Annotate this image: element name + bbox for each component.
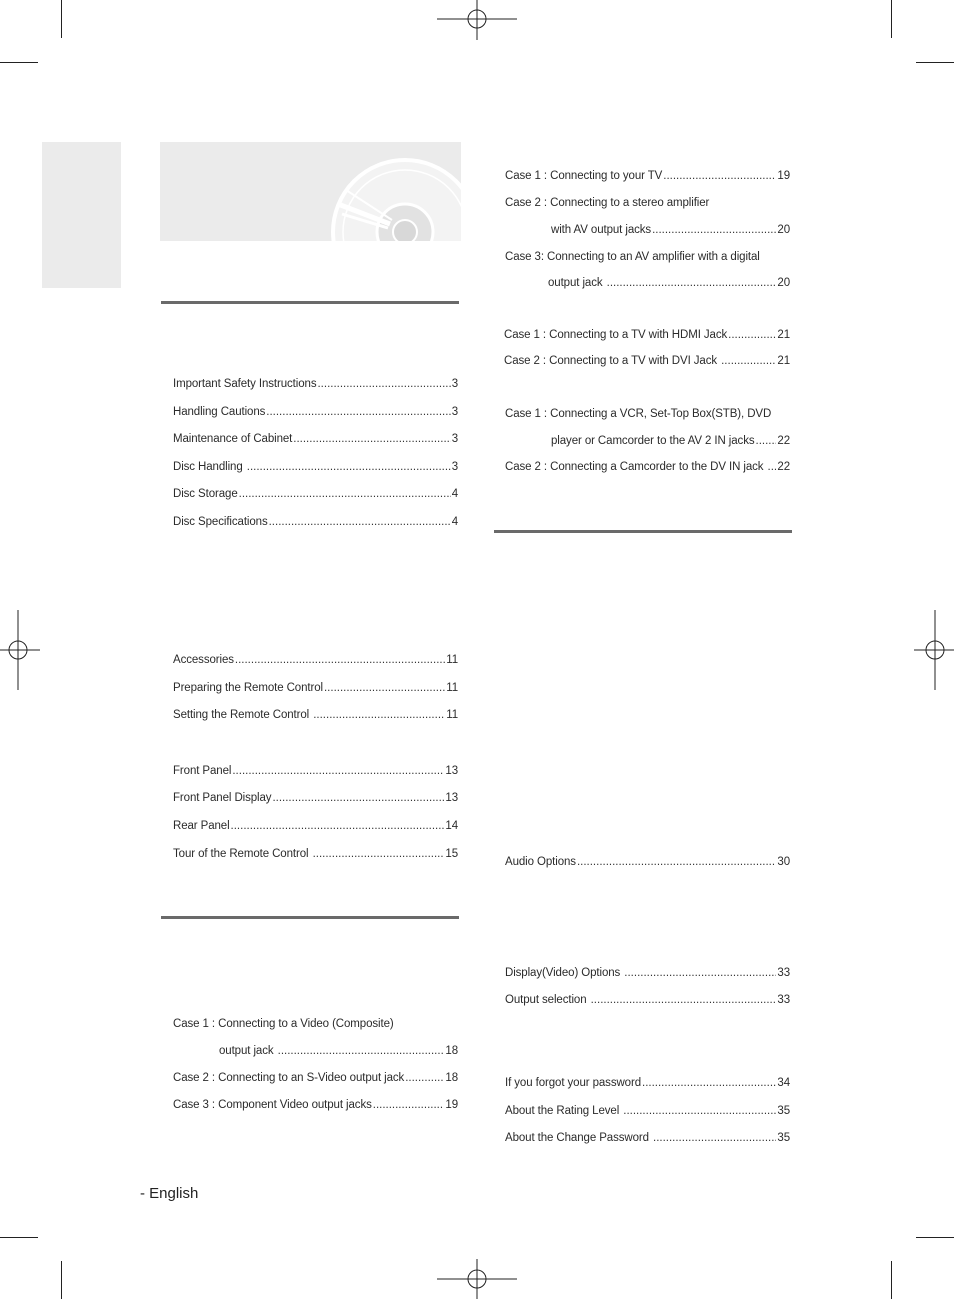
- footer-language: - English: [140, 1185, 199, 1202]
- section-divider: [161, 301, 459, 304]
- toc-entry[interactable]: Front Panel Display ..... 13: [173, 791, 458, 805]
- toc-entry[interactable]: About the Change Password ..... 35: [505, 1131, 790, 1145]
- toc-entry[interactable]: with AV output jacks ..... 20: [551, 223, 790, 237]
- section-divider: [494, 530, 792, 533]
- crop-mark: [891, 1261, 892, 1299]
- toc-entry[interactable]: Setting the Remote Control ..... 11: [173, 708, 458, 722]
- toc-entry[interactable]: Disc Storage ..... 4: [173, 487, 458, 501]
- toc-entry[interactable]: output jack ..... 18: [219, 1044, 458, 1058]
- toc-entry-line[interactable]: Case 3: Connecting to an AV amplifier with a digital: [505, 251, 760, 263]
- toc-entry[interactable]: Handling Cautions ..... 3: [173, 405, 458, 419]
- crop-mark: [0, 1237, 38, 1238]
- toc-entry[interactable]: Preparing the Remote Control ..... 11: [173, 681, 458, 695]
- registration-mark-icon: [914, 610, 954, 690]
- toc-entry[interactable]: output jack ..... 20: [548, 276, 790, 290]
- toc-entry[interactable]: player or Camcorder to the AV 2 IN jacks ..... 22: [551, 434, 790, 448]
- toc-entry-line[interactable]: Case 1 : Connecting a VCR, Set-Top Box(STB), DVD: [505, 408, 772, 420]
- toc-entry[interactable]: Audio Options ..... 30: [505, 855, 790, 869]
- toc-entry[interactable]: Case 2 : Connecting to a TV with DVI Jack ..... 21: [504, 354, 790, 368]
- toc-entry[interactable]: Case 3 : Component Video output jacks ..... 19: [173, 1098, 458, 1112]
- toc-entry[interactable]: Display(Video) Options ..... 33: [505, 966, 790, 980]
- toc-entry[interactable]: About the Rating Level ..... 35: [505, 1104, 790, 1118]
- toc-entry[interactable]: Case 1 : Connecting to a TV with HDMI Jack ..... 21: [504, 328, 790, 342]
- toc-entry[interactable]: Output selection ..... 33: [505, 993, 790, 1007]
- header-panel: [160, 142, 461, 241]
- toc-entry[interactable]: Important Safety Instructions ..... 3: [173, 377, 458, 391]
- toc-entry[interactable]: Disc Handling ..... 3: [173, 460, 458, 474]
- toc-entry[interactable]: Disc Specifications ..... 4: [173, 515, 458, 529]
- toc-entry[interactable]: Maintenance of Cabinet ..... 3: [173, 432, 458, 446]
- crop-mark: [916, 1237, 954, 1238]
- section-divider: [161, 916, 459, 919]
- crop-mark: [0, 62, 38, 63]
- toc-entry[interactable]: Case 2 : Connecting a Camcorder to the DV IN jack ..... 22: [505, 460, 790, 474]
- crop-mark: [916, 62, 954, 63]
- toc-entry[interactable]: Accessories ..... 11: [173, 653, 458, 667]
- toc-entry[interactable]: Case 1 : Connecting to your TV ..... 19: [505, 169, 790, 183]
- registration-mark-icon: [437, 1259, 517, 1299]
- crop-mark: [891, 0, 892, 38]
- toc-entry[interactable]: Rear Panel ..... 14: [173, 819, 458, 833]
- toc-entry[interactable]: Front Panel ..... 13: [173, 764, 458, 778]
- toc-entry[interactable]: If you forgot your password ..... 34: [505, 1076, 790, 1090]
- crop-mark: [61, 1261, 62, 1299]
- toc-entry-line[interactable]: Case 1 : Connecting to a Video (Composite): [173, 1018, 394, 1030]
- toc-entry-line[interactable]: Case 2 : Connecting to a stereo amplifier: [505, 197, 710, 209]
- registration-mark-icon: [0, 610, 40, 690]
- toc-entry[interactable]: Case 2 : Connecting to an S-Video output jack ..... 18: [173, 1071, 458, 1085]
- crop-mark: [61, 0, 62, 38]
- toc-entry[interactable]: Tour of the Remote Control ..... 15: [173, 847, 458, 861]
- registration-mark-icon: [437, 0, 517, 40]
- disc-icon: [160, 142, 461, 241]
- side-tab-block: [42, 142, 121, 288]
